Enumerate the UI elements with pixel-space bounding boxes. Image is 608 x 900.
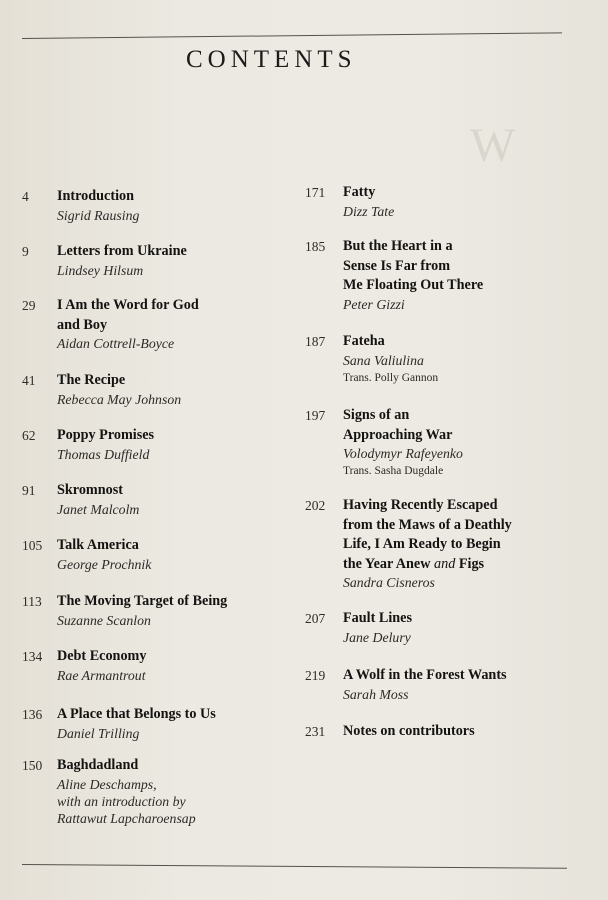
entry-title: Fatty — [343, 184, 376, 200]
page-number: 171 — [305, 185, 326, 200]
entry-title: Talk America — [57, 537, 139, 553]
entry-title: Having Recently Escaped — [343, 497, 498, 513]
entry-author: Aidan Cottrell-Boyce — [57, 336, 175, 351]
page-number: 113 — [22, 594, 42, 609]
page-number: 41 — [22, 373, 36, 388]
top-rule — [22, 32, 562, 39]
entry-title: Fateha — [343, 333, 385, 349]
entry-translator: Trans. Sasha Dugdale — [343, 465, 444, 477]
page-number: 187 — [305, 334, 326, 349]
page-number: 9 — [22, 244, 29, 259]
entry-author: Thomas Duffield — [57, 446, 150, 462]
entry-title: Me Floating Out There — [343, 277, 484, 293]
entry-title — [343, 555, 512, 575]
entry-author: Janet Malcolm — [57, 501, 140, 517]
entry-title: Baghdadland — [57, 757, 139, 773]
page-number: 219 — [305, 668, 326, 683]
entry-author: Suzanne Scanlon — [57, 612, 151, 628]
page-number: 62 — [22, 428, 36, 443]
page-number: 207 — [305, 611, 326, 626]
entry-author: Lindsey Hilsum — [57, 262, 144, 278]
entry-author: Sana Valiulina — [343, 352, 424, 368]
page-number: 202 — [305, 498, 326, 513]
entry-title: from the Maws of a Deathly — [343, 516, 512, 533]
entry-author: Dizz Tate — [343, 203, 395, 219]
entry-title: But the Heart in a — [343, 238, 453, 254]
entry-author: Volodymyr Rafeyenko — [343, 446, 463, 461]
entry-title: I Am the Word for God — [57, 297, 199, 313]
entry-title: Notes on contributors — [343, 723, 475, 739]
page-title: CONTENTS — [186, 46, 357, 73]
entry-title: The Recipe — [57, 372, 126, 388]
entry-title: Introduction — [57, 188, 134, 204]
page-number: 197 — [305, 408, 326, 423]
entry-author: Sigrid Rausing — [57, 207, 140, 223]
entry-author: Jane Delury — [343, 629, 411, 645]
show-through-letter: W — [470, 119, 516, 172]
page-number: 150 — [22, 758, 43, 773]
entry-author: Rattawut Lapcharoensap — [57, 810, 196, 826]
page-number: 185 — [305, 239, 326, 254]
entry-author: Peter Gizzi — [343, 296, 405, 312]
entry-author: Rae Armantrout — [57, 667, 146, 683]
entry-author: Sandra Cisneros — [343, 575, 435, 590]
entry-author-note: with an introduction by — [57, 793, 186, 809]
entry-title-part: the Year Anew — [343, 555, 435, 572]
page-number: 136 — [22, 707, 43, 722]
entry-title: Fault Lines — [343, 610, 412, 626]
bottom-rule — [22, 864, 567, 869]
entry-title: Skromnost — [57, 482, 123, 498]
entry-title: Sense Is Far from — [343, 257, 451, 274]
entry-translator: Trans. Polly Gannon — [343, 371, 439, 384]
page-number: 105 — [22, 538, 43, 553]
entry-title: Signs of an — [343, 407, 410, 423]
page-number: 134 — [22, 649, 43, 664]
entry-author: Aline Deschamps, — [57, 776, 157, 792]
entry-title-part: Figs — [455, 555, 485, 572]
entry-title: A Place that Belongs to Us — [57, 706, 216, 722]
page-number: 29 — [22, 298, 36, 313]
entry-author: Rebecca May Johnson — [57, 391, 182, 407]
entry-title: A Wolf in the Forest Wants — [343, 667, 507, 683]
entry-title: Debt Economy — [57, 648, 147, 664]
page-number: 91 — [22, 483, 36, 498]
page-number: 231 — [305, 724, 326, 739]
entry-author: George Prochnik — [57, 556, 152, 572]
entry-title: Approaching War — [343, 426, 453, 443]
entry-title: The Moving Target of Being — [57, 593, 228, 609]
entry-author: Sarah Moss — [343, 686, 409, 702]
entry-title: Life, I Am Ready to Begin — [343, 536, 501, 552]
entry-title: Letters from Ukraine — [57, 243, 187, 259]
entry-title: and Boy — [57, 316, 108, 333]
entry-title: Poppy Promises — [57, 427, 155, 443]
entry-author: Daniel Trilling — [57, 725, 140, 741]
page-number: 4 — [22, 189, 29, 204]
entry-title-italic: and — [434, 555, 456, 572]
